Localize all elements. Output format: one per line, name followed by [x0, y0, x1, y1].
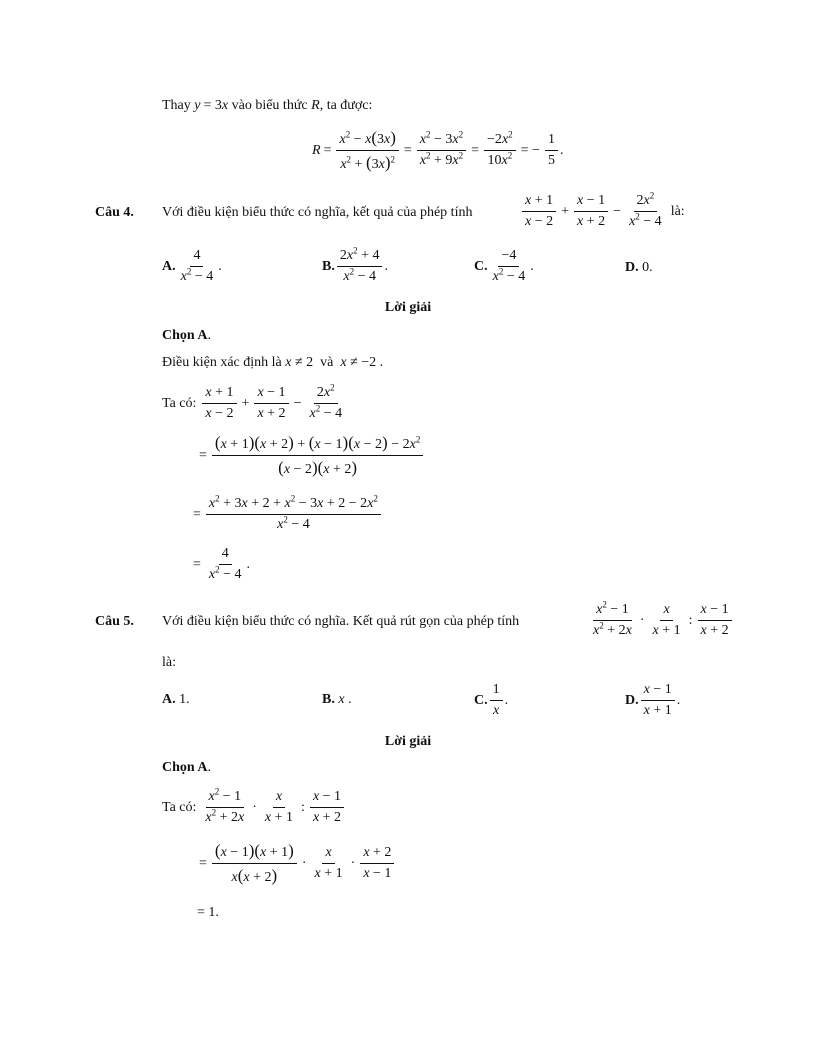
- cau4-option-c: C. $\frac{-4}{x^2 - 4}$ .: [474, 248, 534, 284]
- cau5-option-a: A. 1.: [162, 692, 190, 707]
- cau5-solution-heading: Lời giải: [384, 734, 432, 749]
- cau4-expression: $\frac{x + 1}{x - 2}$ + $\frac{x - 1}{x + 2}$ − $\frac{2x^2}{x^2 - 4}$ là:: [520, 194, 685, 229]
- cau5-step-1: Ta có: $\frac{x^2 - 1}{x^2 + 2x}$ · $\frac{x}{x + 1}$ : $\frac{x - 1}{x + 2}$: [162, 790, 346, 825]
- cau4-step-4: = $\frac{4}{x^2 - 4}$ .: [193, 546, 251, 582]
- cau4-step-1: Ta có: $\frac{x + 1}{x - 2}$ + $\frac{x - 1}{x + 2}$ − $\frac{2x^2}{x^2 - 4}$: [162, 382, 343, 421]
- cau4-step-3: = $\frac{x^2 + 3x + 2 + x^2 - 3x + 2 - 2x^2}{x^2 - 4}$: [190, 497, 383, 532]
- r-equation: R = $\frac{x^2 - x(3x)}{x^2 + (3x)^2}$ = $\frac{x^2 - 3x^2}{x^2 + 9x^2}$ = $\frac{-2x^2}{10x^2}$ = − $\frac{1}{5}$ .: [312, 128, 564, 172]
- intro-text-3: , ta được:: [319, 98, 373, 113]
- cau4-suffix: là:: [670, 203, 685, 219]
- cau4-label: Câu 4.: [95, 205, 134, 220]
- intro-text-1: Thay: [162, 98, 191, 113]
- var-x: x: [221, 98, 229, 113]
- cau4-solution-heading: Lời giải: [384, 300, 432, 315]
- cau5-suffix: là:: [162, 655, 176, 670]
- cau5-final: = 1.: [197, 905, 219, 920]
- cau4-option-d: D. 0.: [625, 260, 653, 275]
- cau4-option-a: A. $\frac{4}{x^2 - 4}$ .: [162, 248, 222, 284]
- cau5-expression: $\frac{x^2 - 1}{x^2 + 2x}$ · $\frac{x}{x + 1}$ : $\frac{x - 1}{x + 2}$: [588, 603, 734, 638]
- var-y: y: [194, 98, 201, 113]
- cau4-condition: Điều kiện xác định là x ≠ 2 và x ≠ −2 .: [162, 355, 384, 370]
- var-r: R: [311, 98, 320, 113]
- intro-text-2: vào biểu thức: [231, 98, 308, 113]
- cau4-choice: Chọn A.: [162, 328, 212, 343]
- cau5-option-d: D. $\frac{x - 1}{x + 1}$ .: [625, 682, 681, 718]
- cau5-option-c: C. $\frac{1}{x}$ .: [474, 682, 509, 718]
- cau5-option-b: B. x .: [322, 692, 352, 707]
- cau5-choice: Chọn A.: [162, 760, 212, 775]
- intro-line: [162, 99, 372, 113]
- cau4-step-2: = $\frac{(x + 1)(x + 2) + (x - 1)(x - 2) - 2x^2}{(x - 2)(x + 2)}$: [196, 434, 425, 477]
- cau5-label: Câu 5.: [95, 614, 134, 629]
- cau5-step-2: = $\frac{(x - 1)(x + 1)}{x(x + 2)}$ · $\frac{x}{x + 1}$ · $\frac{x + 2}{x - 1}$: [196, 842, 396, 885]
- intro-eq: = 3: [203, 98, 222, 113]
- cau4-option-b: B. $\frac{2x^2 + 4}{x^2 - 4}$ .: [322, 245, 388, 284]
- cau5-question: Với điều kiện biểu thức có nghĩa. Kết quả rút gọn của phép tính: [162, 614, 520, 629]
- cau4-question: Với điều kiện biểu thức có nghĩa, kết quả của phép tính: [162, 205, 473, 220]
